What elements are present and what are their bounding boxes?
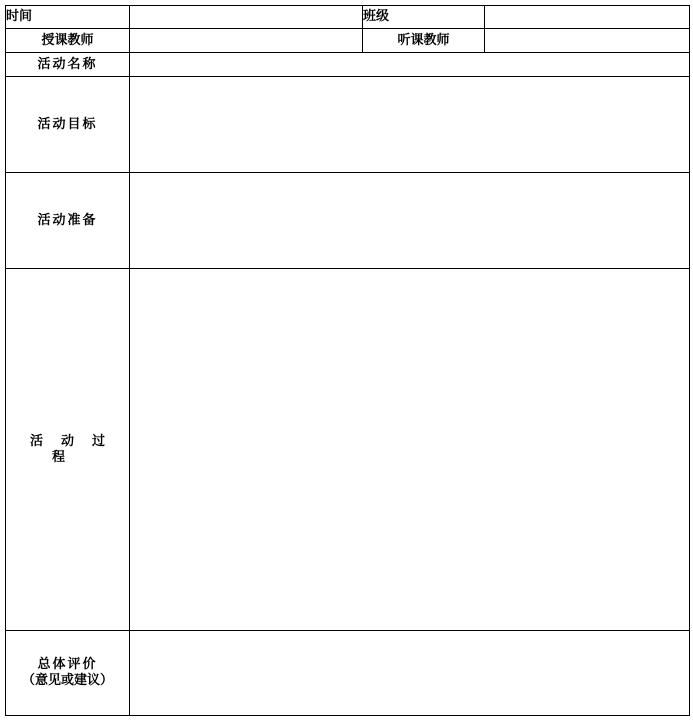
goal-label: 活动目标 bbox=[6, 77, 130, 173]
observation-form-table bbox=[5, 5, 690, 716]
class-label: 班级 bbox=[363, 6, 485, 29]
goal-field[interactable] bbox=[130, 77, 690, 173]
row-activity-name bbox=[6, 53, 690, 77]
time-label: 时间 bbox=[6, 6, 130, 29]
activity-name-label: 活动名称 bbox=[6, 53, 130, 77]
row-preparation bbox=[6, 173, 690, 269]
eval-label bbox=[6, 631, 130, 716]
listener-label: 听课教师 bbox=[363, 29, 485, 53]
time-field[interactable] bbox=[130, 6, 363, 29]
row-time-class bbox=[6, 6, 690, 29]
process-field[interactable] bbox=[130, 269, 690, 631]
row-evaluation bbox=[6, 631, 690, 716]
eval-field[interactable] bbox=[130, 631, 690, 716]
class-field[interactable] bbox=[485, 6, 690, 29]
listener-field[interactable] bbox=[485, 29, 690, 53]
teacher-label: 授课教师 bbox=[6, 29, 130, 53]
prep-label: 活动准备 bbox=[6, 173, 130, 269]
row-goal bbox=[6, 77, 690, 173]
row-process bbox=[6, 269, 690, 631]
eval-label-line1: 总体评价 bbox=[37, 657, 98, 673]
eval-label-line2: （意见或建议） bbox=[21, 673, 113, 688]
process-label: 活动过程 bbox=[6, 269, 130, 631]
activity-name-field[interactable] bbox=[130, 53, 690, 77]
row-teachers bbox=[6, 29, 690, 53]
prep-field[interactable] bbox=[130, 173, 690, 269]
teacher-field[interactable] bbox=[130, 29, 363, 53]
